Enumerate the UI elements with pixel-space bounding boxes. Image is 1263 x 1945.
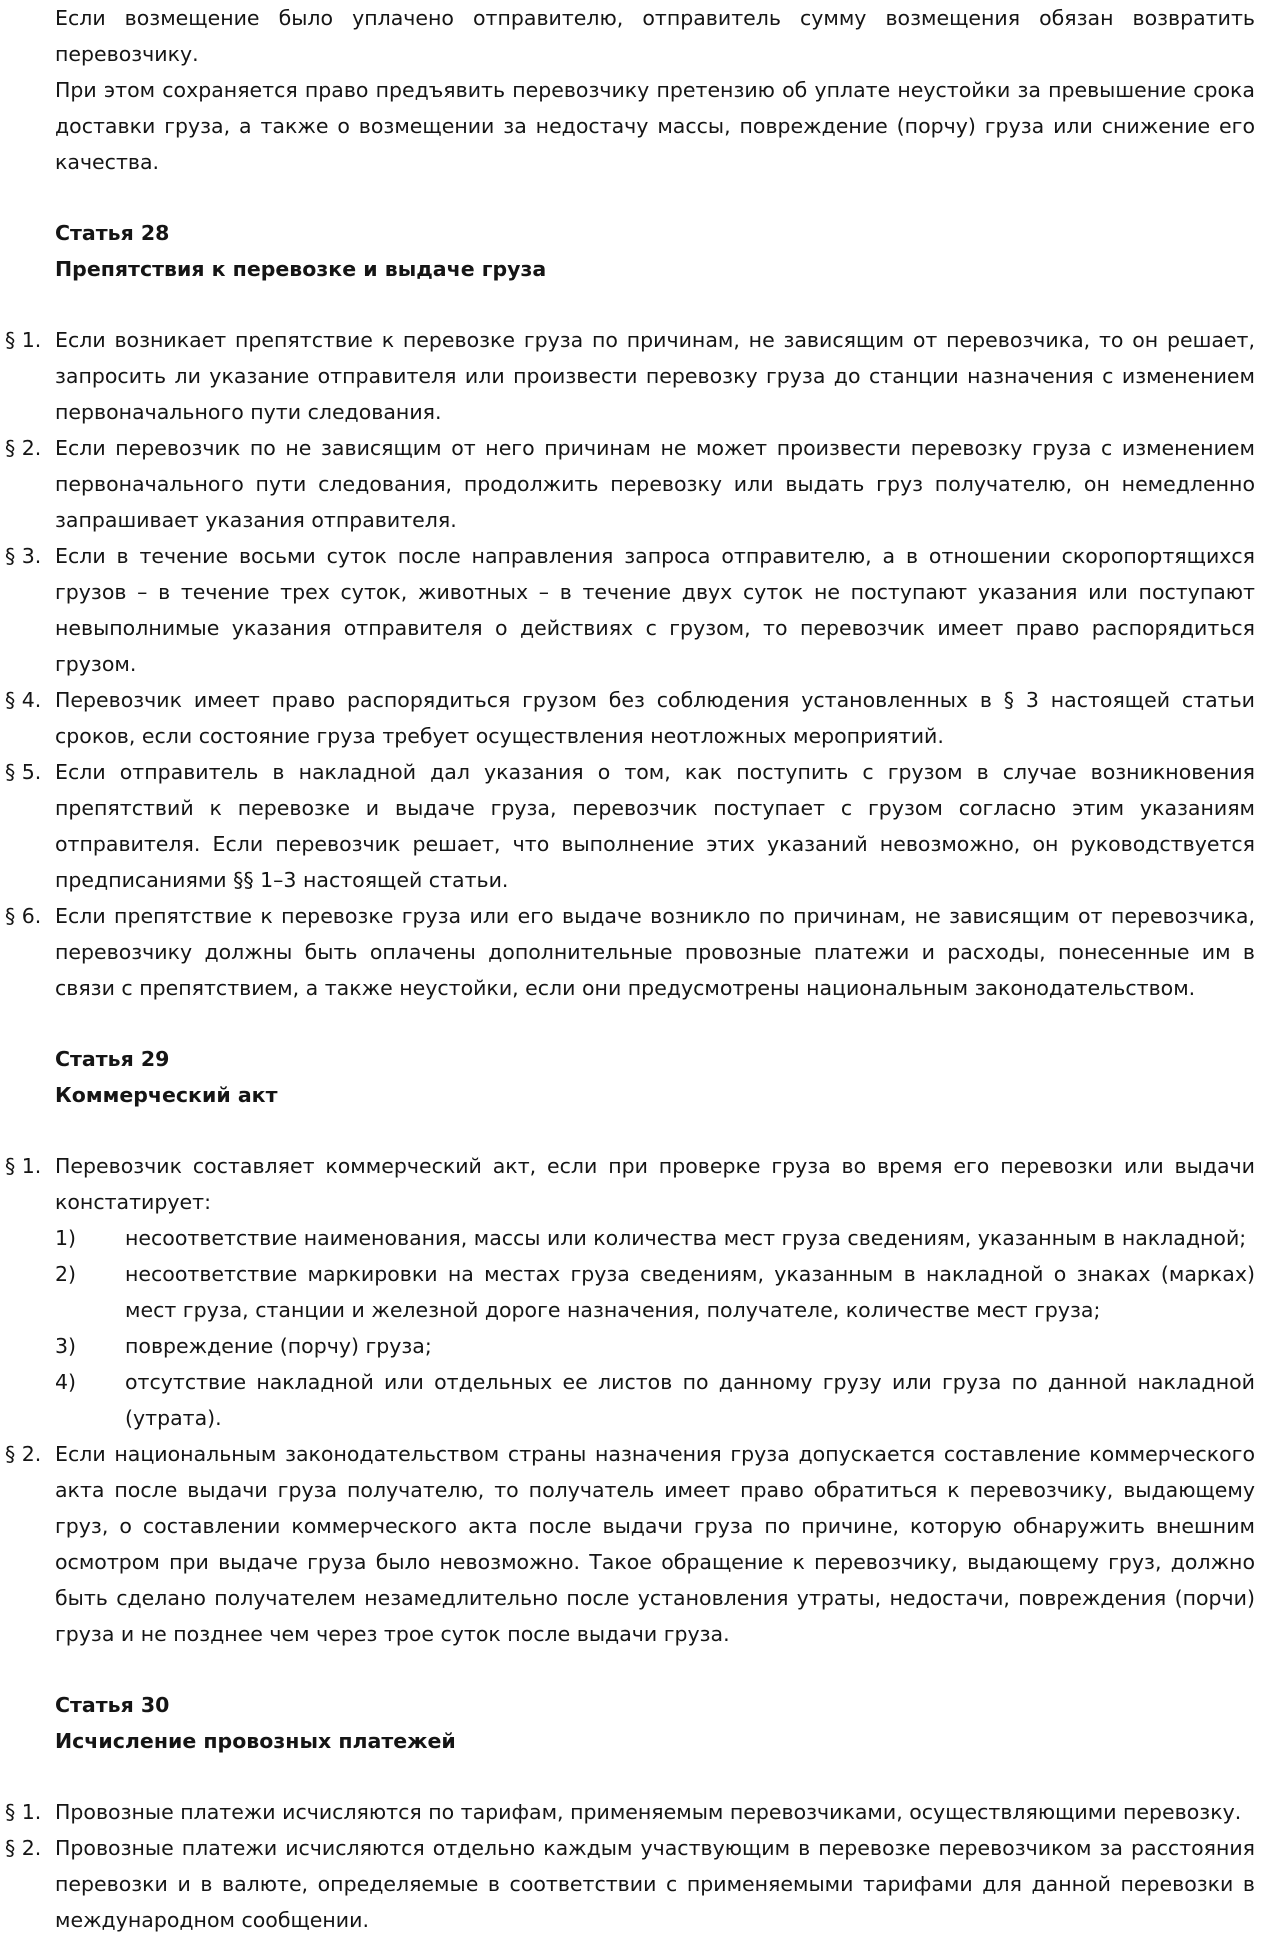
list-item-text: несоответствие маркировки на местах груза сведениям, указанным в накладной о знаках (марках) мест груза, станции и железной дороге назначения, получателе, количестве мест груза; bbox=[125, 1262, 1255, 1322]
intro-paragraph-1: Если возмещение было уплачено отправителю, отправитель сумму возмещения обязан возвратить перевозчику. bbox=[55, 6, 1255, 66]
article-28-paragraph-2 bbox=[0, 430, 1255, 538]
article-29-paragraph-2 bbox=[0, 1436, 1255, 1652]
paragraph-number: § 3. bbox=[5, 544, 42, 568]
list-item-number: 2) bbox=[55, 1262, 77, 1286]
article-28-number: Статья 28 bbox=[55, 221, 170, 245]
article-30-number: Статья 30 bbox=[55, 1693, 170, 1717]
paragraph-text: Если в течение восьми суток после направления запроса отправителю, а в отношении скоропортящихся грузов – в течение трех суток, животных – в течение двух суток не поступают указания или поступают невыполнимые указания отправителя о действиях с грузом, то перевозчик имеет право распорядиться грузом. bbox=[55, 544, 1255, 676]
paragraph-number: § 1. bbox=[5, 1800, 42, 1824]
intro-paragraph-2: При этом сохраняется право предъявить перевозчику претензию об уплате неустойки за превышение срока доставки груза, а также о возмещении за недостачу массы, повреждение (порчу) груза или снижение его качества. bbox=[55, 78, 1255, 174]
article-30-title: Исчисление провозных платежей bbox=[55, 1729, 456, 1753]
paragraph-text: Перевозчик составляет коммерческий акт, если при проверке груза во время его перевозки или выдачи констатирует: bbox=[55, 1154, 1255, 1214]
paragraph-number: § 2. bbox=[5, 436, 42, 460]
list-item-1 bbox=[0, 1220, 1255, 1256]
list-item-number: 4) bbox=[55, 1370, 77, 1394]
paragraph-number: § 1. bbox=[5, 328, 42, 352]
article-28-paragraph-4 bbox=[0, 682, 1255, 754]
paragraph-number: § 5. bbox=[5, 760, 42, 784]
paragraph-text: Если возникает препятствие к перевозке груза по причинам, не зависящим от перевозчика, то он решает, запросить ли указание отправителя или произвести перевозку груза до станции назначения с изменением первоначального пути следования. bbox=[55, 328, 1255, 424]
list-item-4 bbox=[0, 1364, 1255, 1436]
article-28-title: Препятствия к перевозке и выдаче груза bbox=[55, 257, 547, 281]
article-28-paragraph-5 bbox=[0, 754, 1255, 898]
article-30-paragraph-1 bbox=[0, 1794, 1255, 1830]
paragraph-number: § 4. bbox=[5, 688, 42, 712]
article-29-title: Коммерческий акт bbox=[55, 1083, 278, 1107]
list-item-number: 1) bbox=[55, 1226, 77, 1250]
list-item-text: несоответствие наименования, массы или количества мест груза сведениям, указанным в накладной; bbox=[125, 1226, 1247, 1250]
list-item-text: повреждение (порчу) груза; bbox=[125, 1334, 432, 1358]
article-29-paragraph-1 bbox=[0, 1148, 1255, 1220]
paragraph-text: Провозные платежи исчисляются по тарифам, применяемым перевозчиками, осуществляющими перевозку. bbox=[55, 1800, 1242, 1824]
article-28-paragraph-1 bbox=[0, 322, 1255, 430]
paragraph-text: Перевозчик имеет право распорядиться грузом без соблюдения установленных в § 3 настоящей статьи сроков, если состояние груза требует осуществления неотложных мероприятий. bbox=[55, 688, 1255, 748]
paragraph-number: § 1. bbox=[5, 1154, 42, 1178]
article-28-paragraph-6 bbox=[0, 898, 1255, 1006]
list-item-2 bbox=[0, 1256, 1255, 1328]
paragraph-number: § 2. bbox=[5, 1442, 42, 1466]
paragraph-text: Если перевозчик по не зависящим от него причинам не может произвести перевозку груза с изменением первоначального пути следования, продолжить перевозку или выдать груз получателю, он немедленно запрашивает указания отправителя. bbox=[55, 436, 1255, 532]
article-30-paragraph-2 bbox=[0, 1830, 1255, 1938]
paragraph-number: § 2. bbox=[5, 1836, 42, 1860]
paragraph-number: § 6. bbox=[5, 904, 42, 928]
paragraph-text: Если препятствие к перевозке груза или его выдаче возникло по причинам, не зависящим от перевозчика, перевозчику должны быть оплачены дополнительные провозные платежи и расходы, понесенные им в связи с препятствием, а также неустойки, если они предусмотрены национальным законодательством. bbox=[55, 904, 1255, 1000]
article-28-paragraph-3 bbox=[0, 538, 1255, 682]
paragraph-text: Если национальным законодательством страны назначения груза допускается составление коммерческого акта после выдачи груза получателю, то получатель имеет право обратиться к перевозчику, выдающему груз, о составлении коммерческого акта после выдачи груза по причине, которую обнаружить внешним осмотром при выдаче груза было невозможно. Такое обращение к перевозчику, выдающему груз, должно быть сделано получателем незамедлительно после установления утраты, недостачи, повреждения (порчи) груза и не позднее чем через трое суток после выдачи груза. bbox=[55, 1442, 1255, 1646]
paragraph-text: Провозные платежи исчисляются отдельно каждым участвующим в перевозке перевозчиком за расстояния перевозки и в валюте, определяемые в соответствии с применяемыми тарифами для данной перевозки в международном сообщении. bbox=[55, 1836, 1255, 1932]
article-29-number: Статья 29 bbox=[55, 1047, 170, 1071]
paragraph-text: Если отправитель в накладной дал указания о том, как поступить с грузом в случае возникновения препятствий к перевозке и выдаче груза, перевозчик поступает с грузом согласно этим указаниям отправителя. Если перевозчик решает, что выполнение этих указаний невозможно, он руководствуется предписаниями §§ 1–3 настоящей статьи. bbox=[55, 760, 1255, 892]
list-item-number: 3) bbox=[55, 1334, 77, 1358]
list-item-3 bbox=[0, 1328, 1255, 1364]
list-item-text: отсутствие накладной или отдельных ее листов по данному грузу или груза по данной накладной (утрата). bbox=[125, 1370, 1255, 1430]
